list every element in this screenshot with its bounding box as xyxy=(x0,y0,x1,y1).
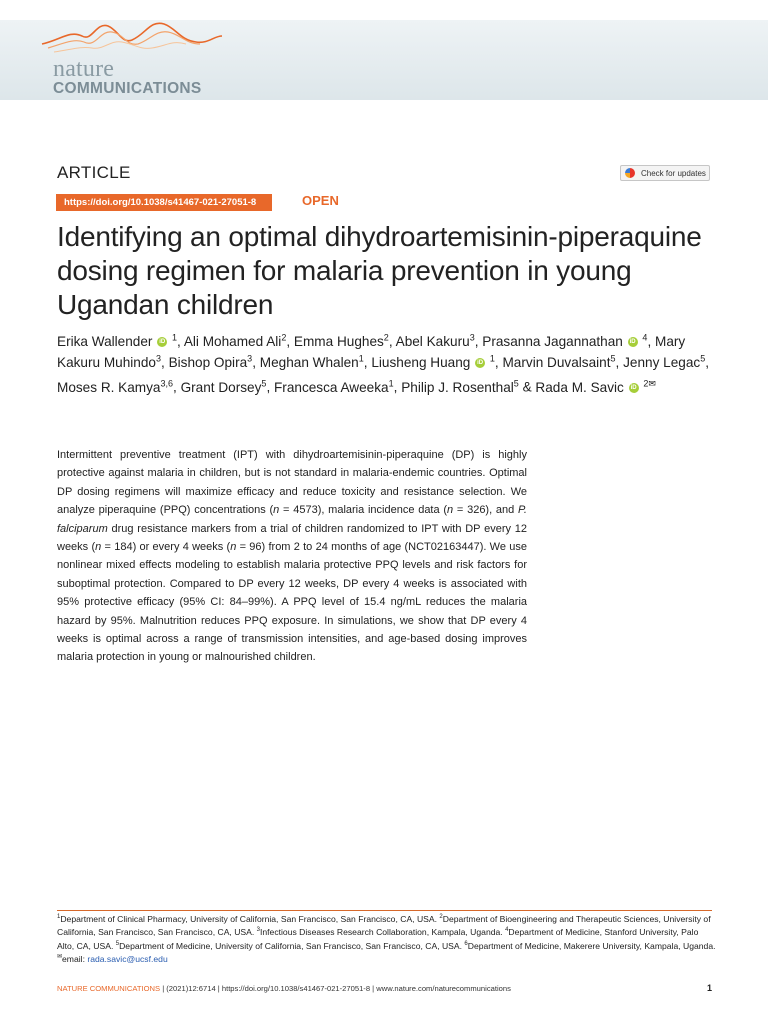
affiliation-marker: 2 xyxy=(281,332,287,343)
affiliation-marker: 1 xyxy=(358,353,364,364)
affiliation-marker: 3 xyxy=(469,332,475,343)
affiliation-marker: 1 xyxy=(489,353,495,364)
email-envelope-icon: ✉ xyxy=(57,954,63,961)
email-link[interactable]: rada.savic@ucsf.edu xyxy=(87,954,168,965)
abstract-italic-term: n xyxy=(273,504,280,517)
affiliation-text: Department of Bioengineering and Therapeutic Sciences, University of California, San Francisco, San Francisco, CA, USA. xyxy=(57,914,711,938)
footnote-divider xyxy=(57,910,712,911)
open-access-label: OPEN xyxy=(302,193,339,208)
abstract-italic-term: n xyxy=(230,541,237,554)
check-for-updates-button[interactable] xyxy=(620,165,710,181)
affiliation-marker: 1 xyxy=(172,332,178,343)
logo-nature-word: nature xyxy=(53,56,115,82)
affiliation-number: 5 xyxy=(115,940,120,947)
author-name[interactable] xyxy=(169,355,253,370)
author-name-text: Erika Wallender xyxy=(57,334,153,349)
page-number: 1 xyxy=(706,983,712,993)
article-type-label: ARTICLE xyxy=(57,163,131,182)
author-name-text: Bishop Opira xyxy=(168,355,248,370)
affiliation-number: 1 xyxy=(57,914,61,921)
orcid-icon[interactable]: iD xyxy=(630,384,637,391)
author-name[interactable] xyxy=(623,355,705,370)
affiliation-marker: 5 xyxy=(700,353,706,364)
affiliation-number: 3 xyxy=(256,927,260,934)
affiliation-text: Department of Medicine, Makerere University, Kampala, Uganda. xyxy=(467,940,716,951)
doi-link[interactable]: https://doi.org/10.1038/s41467-021-27051-8 xyxy=(56,194,272,211)
author-name[interactable] xyxy=(181,380,267,395)
author-name-text: Moses R. Kamya xyxy=(57,379,161,395)
author-name[interactable] xyxy=(184,334,286,349)
abstract-italic-term: P. falciparum xyxy=(57,504,527,535)
abstract-text: = 326), and xyxy=(453,504,519,517)
abstract-text: Intermittent preventive treatment (IPT) with dihydroartemisinin-piperaquine (DP) is highly protective against malaria in children, but is not standard in malaria-endemic countries. Optimal DP dosing regimens will maximize efficacy and reduce toxicity and resistance selection. We analyze piperaquine (PPQ) concentrations ( xyxy=(57,449,527,517)
affiliation-marker: 5 xyxy=(261,378,267,388)
page-footer xyxy=(57,983,712,993)
author-name-text: Mary Kakuru Muhindo xyxy=(57,334,686,370)
author-name[interactable] xyxy=(57,334,177,349)
affiliation-marker: 2 xyxy=(383,332,389,343)
author-name-text: Grant Dorsey xyxy=(180,379,262,395)
article-title: Identifying an optimal dihydroartemisinin-piperaquine dosing regimen for malaria prevention in young Ugandan children xyxy=(57,221,702,320)
orcid-icon[interactable]: iD xyxy=(629,339,636,346)
author-name[interactable] xyxy=(396,334,475,349)
affiliation-marker: 3,6 xyxy=(160,378,174,388)
abstract-italic-term: n xyxy=(447,504,454,517)
abstract-italic-term: n xyxy=(95,541,102,554)
affiliation-text: Department of Medicine, University of California, San Francisco, San Francisco, CA, USA. xyxy=(119,940,465,951)
affiliation-marker: 2 xyxy=(643,378,649,388)
author-name[interactable] xyxy=(274,380,394,395)
check-for-updates-label: Check for updates xyxy=(641,168,706,178)
author-name-text: Meghan Whalen xyxy=(259,355,359,370)
orcid-icon[interactable]: iD xyxy=(477,360,484,367)
author-name[interactable] xyxy=(371,355,495,370)
footer-citation xyxy=(57,984,511,993)
affiliation-number: 4 xyxy=(505,927,509,934)
affiliations xyxy=(57,913,717,967)
author-name-text: Francesca Aweeka xyxy=(274,379,389,395)
crossmark-icon xyxy=(625,168,635,178)
abstract-text: = 4573), malaria incidence data ( xyxy=(279,504,448,517)
abstract-text: drug resistance markers from a trial of children randomized to IPT with DP every 12 weeks ( xyxy=(57,522,527,554)
abstract-text: = 184) or every 4 weeks ( xyxy=(101,541,231,554)
affiliation-text: Infectious Diseases Research Collaboration, Kampala, Uganda. xyxy=(260,927,506,938)
affiliation-text: Department of Clinical Pharmacy, University of California, San Francisco, San Francisco, CA, USA. xyxy=(60,914,440,924)
author-name[interactable] xyxy=(482,334,647,349)
author-name-text: Abel Kakuru xyxy=(395,334,470,349)
email-envelope-icon[interactable]: ✉ xyxy=(648,378,656,388)
author-name[interactable] xyxy=(535,380,656,395)
author-name-text: Ali Mohamed Ali xyxy=(183,334,282,349)
orcid-icon[interactable]: iD xyxy=(159,339,166,346)
author-name[interactable] xyxy=(294,334,389,349)
abstract xyxy=(57,446,527,667)
author-name-text: Rada M. Savic xyxy=(535,379,624,395)
affiliation-number: 6 xyxy=(464,940,468,947)
abstract-text: = 96) from 2 to 24 months of age (NCT02163447). We use nonlinear mixed effects modeling to establish malaria protective PPQ levels and risk factors for suboptimal protection. Compared to DP every 12 weeks, DP every 4 weeks is associated with 95% protective efficacy (95% CI: 84–99%). A PPQ level of 15.4 ng/mL reduces the malaria hazard by 95%. Malnutrition reduces PPQ exposure. In simulations, we show that DP every 4 weeks is optimal across a range of transmission intensities, and age-based dosing improves malaria protection in young or malnourished children. xyxy=(57,541,527,664)
author-name-text: Liusheng Huang xyxy=(371,355,471,370)
author-name[interactable] xyxy=(260,355,364,370)
affiliation-marker: 4 xyxy=(642,332,648,343)
affiliation-marker: 3 xyxy=(247,353,253,364)
affiliation-marker: 5 xyxy=(513,378,519,388)
affiliation-marker: 5 xyxy=(610,353,616,364)
footer-journal-name[interactable]: NATURE COMMUNICATIONS xyxy=(57,983,161,993)
affiliation-text: Department of Medicine, Stanford University, Palo Alto, CA, USA. xyxy=(57,927,699,951)
author-name-text: Emma Hughes xyxy=(293,334,384,349)
email-label: email: xyxy=(62,954,88,965)
author-name-text: Marvin Duvalsaint xyxy=(502,355,611,370)
footer-citation-text: | (2021)12:6714 | https://doi.org/10.1038/s41467-021-27051-8 | www.nature.com/naturecommunications xyxy=(160,983,511,993)
affiliation-number: 2 xyxy=(439,914,443,921)
author-name-text: Prasanna Jagannathan xyxy=(482,334,623,349)
author-name[interactable] xyxy=(57,380,173,395)
affiliation-marker: 3 xyxy=(156,353,162,364)
author-name-text: Philip J. Rosenthal xyxy=(401,379,514,395)
journal-logo[interactable] xyxy=(0,0,260,100)
author-list: Erika Wallender iD $^1$, Ali Mohamed Ali$^2$, Emma Hughes$^2$, Abel Kakuru$^3$, Prasanna Jagannathan iD $^4$, Mary Kakuru Muhindo$^3$, Bishop Opira$^3$, Meghan Whalen$^1$, Liusheng Huang iD $^1$, Marvin Duvalsaint$^5$, Jenny Legac$^5$, Moses R. Kamya$^{3,6}$, Grant Dorsey$^5$, Francesca Aweeka$^1$, Philip J. Rosenthal$^5$ & Rada M. Savic iD $^{2✉}$ xyxy=(57,332,709,395)
author-name[interactable] xyxy=(401,380,519,395)
logo-communications-word: COMMUNICATIONS xyxy=(53,80,202,97)
affiliation-marker: 1 xyxy=(388,378,394,388)
author-name[interactable] xyxy=(502,355,615,370)
author-name-text: Jenny Legac xyxy=(623,355,701,370)
